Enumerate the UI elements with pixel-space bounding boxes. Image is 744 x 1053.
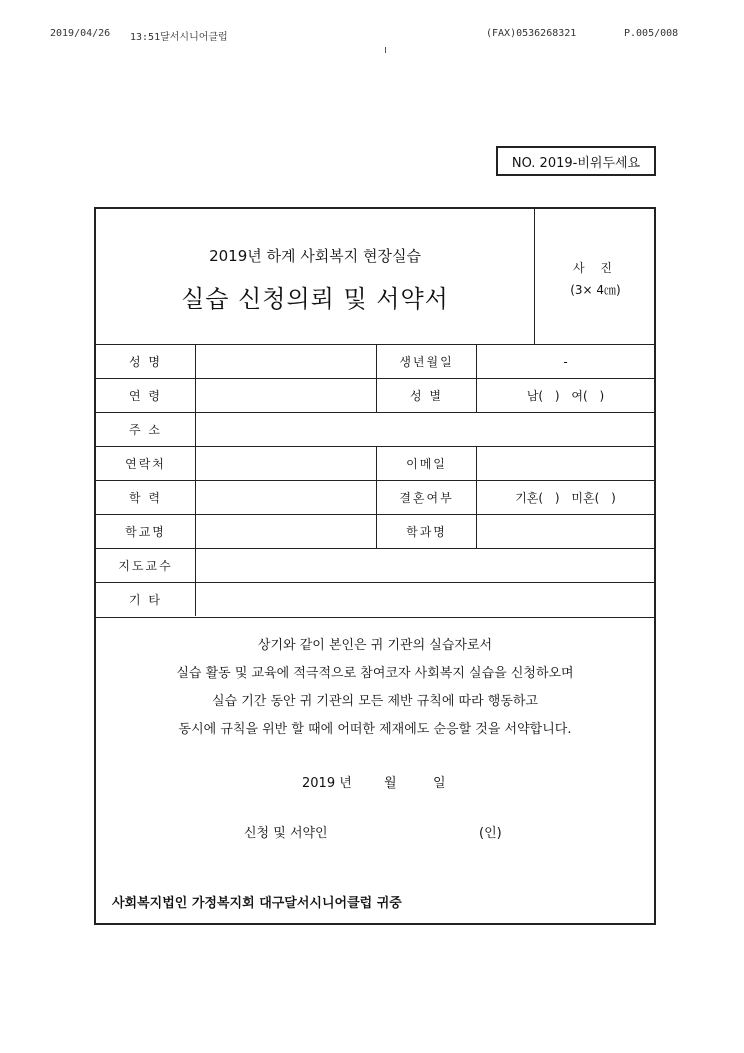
field-contact[interactable] (196, 447, 376, 480)
date-year: 2019 년 (302, 776, 352, 791)
label-education: 학 력 (96, 481, 196, 514)
row-address (96, 412, 654, 446)
field-advisor[interactable] (196, 549, 654, 582)
field-other[interactable] (196, 583, 654, 616)
info-table (96, 344, 654, 616)
label-contact: 연락처 (96, 447, 196, 480)
date-day: 일 (433, 776, 446, 791)
label-name: 성 명 (96, 345, 196, 378)
label-birthdate: 생년월일 (376, 345, 477, 378)
doc-number: NO. 2019-비위두세요 (511, 155, 641, 171)
pledge-line-1: 상기와 같이 본인은 귀 기관의 실습자로서 (257, 638, 493, 653)
scan-mark (385, 47, 386, 53)
fax-date: 2019/04/26 (50, 28, 111, 39)
application-form (94, 207, 656, 925)
label-gender: 성 별 (376, 379, 477, 412)
label-marital: 결혼여부 (376, 481, 477, 514)
pledge-line-2: 실습 활동 및 교육에 적극적으로 참여코자 사회복지 실습을 신청하오며 (176, 666, 574, 681)
field-age[interactable] (196, 379, 376, 412)
label-school: 학교명 (96, 515, 196, 548)
addressee: 사회복지법인 가정복지회 대구달서시니어클럽 귀중 (112, 896, 402, 911)
seal-mark[interactable]: (인) (479, 826, 502, 841)
form-title: 실습 신청의뢰 및 서약서 (181, 285, 449, 313)
field-gender[interactable]: 남( ) 여( ) (526, 389, 605, 403)
label-major: 학과명 (376, 515, 477, 548)
label-other: 기 타 (96, 583, 196, 616)
label-age: 연 령 (96, 379, 196, 412)
row-school (96, 514, 654, 548)
form-subtitle: 2019년 하계 사회복지 현장실습 (209, 247, 421, 265)
row-age (96, 378, 654, 412)
label-address: 주 소 (96, 413, 196, 446)
fax-time-sender: 13:51달서시니어클럽 (130, 32, 228, 43)
row-name (96, 344, 654, 378)
date-month: 월 (384, 776, 397, 791)
pledge-section (96, 617, 654, 924)
photo-size: (3× 4㎝) (570, 283, 621, 297)
fax-number: (FAX)0536268321 (486, 28, 577, 39)
row-advisor (96, 548, 654, 582)
pledge-line-3: 실습 기간 동안 귀 기관의 모든 제반 규칙에 따라 행동하고 (211, 694, 539, 709)
field-email[interactable] (477, 447, 654, 480)
field-name[interactable] (196, 345, 376, 378)
photo-label: 사 진 (573, 261, 618, 275)
field-address[interactable] (196, 413, 654, 446)
row-other (96, 582, 654, 616)
row-contact (96, 446, 654, 480)
field-major[interactable] (477, 515, 654, 548)
field-marital[interactable]: 기혼( ) 미혼( ) (515, 491, 616, 505)
label-email: 이메일 (376, 447, 477, 480)
doc-number-box (496, 146, 656, 176)
pledge-line-4: 동시에 규칙을 위반 할 때에 어떠한 제재에도 순응할 것을 서약합니다. (178, 722, 572, 737)
signer-label: 신청 및 서약인 (244, 826, 328, 841)
title-box (96, 209, 534, 344)
row-education (96, 480, 654, 514)
label-advisor: 지도교수 (96, 549, 196, 582)
field-birthdate[interactable]: - (563, 354, 568, 369)
fax-header (0, 28, 744, 44)
field-education[interactable] (196, 481, 376, 514)
photo-box[interactable] (534, 209, 656, 344)
fax-page: P.005/008 (624, 28, 679, 39)
field-school[interactable] (196, 515, 376, 548)
